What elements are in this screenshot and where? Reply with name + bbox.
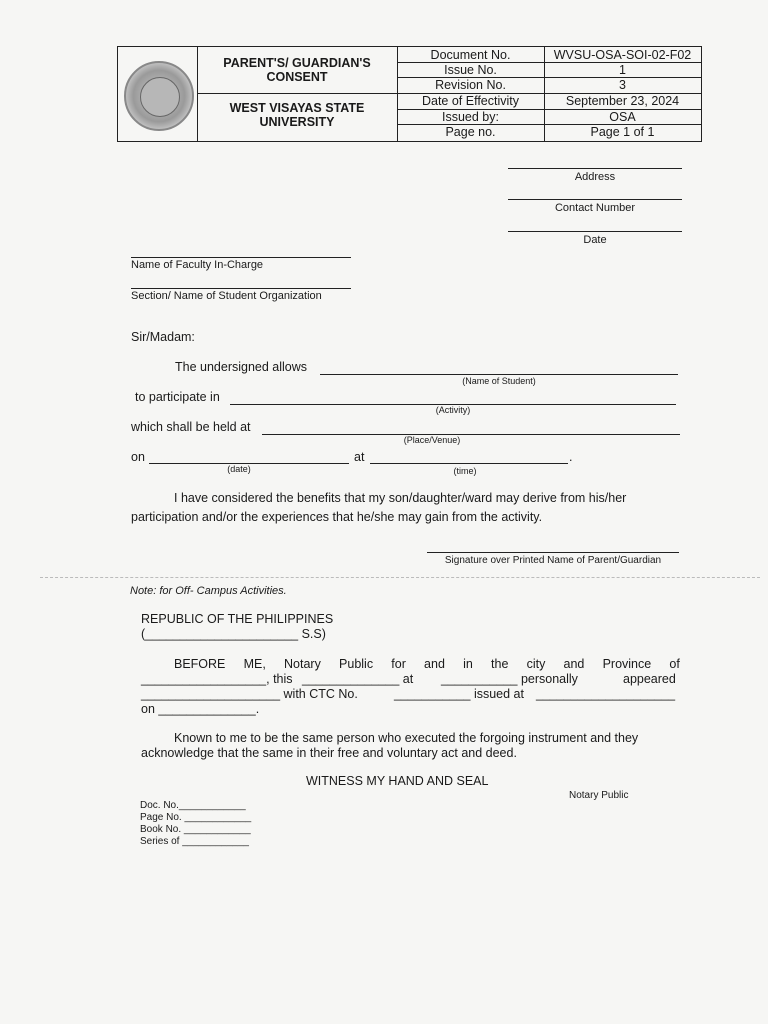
signature-line[interactable] xyxy=(427,552,679,553)
form-title: PARENT'S/ GUARDIAN'S CONSENT xyxy=(223,56,371,84)
notary-line2-c: ___________ personally xyxy=(441,672,578,686)
field-label: Date of Effectivity xyxy=(421,94,520,108)
field-label: Page no. xyxy=(445,125,496,139)
known-text-line1: Known to me to be the same person who executed the forgoing instrument and they xyxy=(174,731,639,745)
held-text: which shall be held at xyxy=(131,420,251,434)
consent-form-page: PARENT'S/ GUARDIAN'S CONSENT WEST VISAYAS STATE UNIVERSITY Document No. Issue No. Revision No. Date of Effectivity Issued by: Page no. WVSU-OSA-SOI-02-F02 1 3 September 23, 2024 OSA Page 1 of 1 Address Contact Number Date Name of Faculty In-Charge Section/ Name of Student Organization Sir/Madam: The undersigned allows (Name of Student) to participate in (Activity) which shall be held at (Place/Venue) on at . (date) (time) I have considered the benefits that my son/daughter/ward may derive from his/her participation and/or the experiences that he/she may gain from the activity. Signature over Printed Name of Parent/Guardian Note: for Off- Campus Activities. REPUBLIC OF THE PHILIPPINES (______________________ S.S) BEFORE ME, Notary Public for and in the city and Province of __________________, this ______________ at ___________ personally appeared ____________________ with CTC No. ___________ issued at ____________________ on ______________. Known to me to be the same person who executed the forgoing instrument and they acknowledge that the same in their free and voluntary act and deed. WITNESS MY HAND AND SEAL Notary Public Doc. No.____________ Page No. ____________ Book No. ____________ Series of ____________ xyxy=(0,0,768,1024)
contact-number-label: Contact Number xyxy=(554,202,636,214)
section-divider xyxy=(40,577,760,578)
activity-caption: (Activity) xyxy=(435,405,471,415)
notary-line2-a: __________________, this xyxy=(141,672,293,686)
at-text: at xyxy=(354,450,365,464)
event-time-line[interactable] xyxy=(370,463,568,464)
witness-heading: WITNESS MY HAND AND SEAL xyxy=(306,774,489,788)
off-campus-note: Note: for Off- Campus Activities. xyxy=(130,585,287,597)
benefits-text-line2: participation and/or the experiences that he/she may gain from the activity. xyxy=(131,510,543,524)
field-label: Document No. xyxy=(430,48,511,62)
participate-text: to participate in xyxy=(135,390,220,404)
field-label: Revision No. xyxy=(435,78,506,92)
salutation: Sir/Madam: xyxy=(131,330,195,344)
contact-number-line[interactable] xyxy=(508,199,682,200)
faculty-label: Name of Faculty In-Charge xyxy=(131,259,264,271)
series-of-field: Series of ____________ xyxy=(140,836,249,847)
faculty-line[interactable] xyxy=(131,257,351,258)
notary-public-label: Notary Public xyxy=(569,790,629,801)
ss-line: (______________________ S.S) xyxy=(141,627,326,641)
notary-line4: on ______________. xyxy=(141,702,260,716)
known-text-line2: acknowledge that the same in their free and voluntary act and deed. xyxy=(141,746,517,760)
university-seal-icon xyxy=(124,61,194,131)
section-label: Section/ Name of Student Organization xyxy=(131,290,322,302)
document-header-table xyxy=(117,46,702,142)
republic-heading: REPUBLIC OF THE PHILIPPINES xyxy=(141,612,334,626)
page-number: Page 1 of 1 xyxy=(590,125,655,139)
book-no-field: Book No. ____________ xyxy=(140,824,251,835)
time-caption: (time) xyxy=(453,466,477,476)
date-label: Date xyxy=(583,234,607,246)
student-caption: (Name of Student) xyxy=(462,376,536,386)
notary-line3-b: ___________ issued at xyxy=(394,687,524,701)
document-number: WVSU-OSA-SOI-02-F02 xyxy=(553,48,692,62)
allows-text: The undersigned allows xyxy=(175,360,308,374)
section-line[interactable] xyxy=(131,288,351,289)
signature-caption: Signature over Printed Name of Parent/Guardian xyxy=(444,555,662,566)
revision-number: 3 xyxy=(619,78,626,92)
address-line[interactable] xyxy=(508,168,682,169)
doc-no-field: Doc. No.____________ xyxy=(140,800,246,811)
benefits-text-line1: I have considered the benefits that my son/daughter/ward may derive from his/her xyxy=(174,491,627,505)
page-no-field: Page No. ____________ xyxy=(140,812,252,823)
before-me-line: BEFORE ME, Notary Public for and in the city and Province of xyxy=(174,657,680,671)
field-label: Issued by: xyxy=(442,110,499,124)
student-name-line[interactable] xyxy=(320,374,678,375)
address-label: Address xyxy=(574,171,616,183)
issue-number: 1 xyxy=(619,63,626,77)
notary-line3-c: ____________________ xyxy=(536,687,676,701)
place-caption: (Place/Venue) xyxy=(403,435,461,445)
notary-line2-d: appeared xyxy=(623,672,676,686)
effectivity-date: September 23, 2024 xyxy=(565,94,680,108)
date-caption: (date) xyxy=(227,464,251,474)
university-name: WEST VISAYAS STATE UNIVERSITY xyxy=(229,101,365,129)
date-line[interactable] xyxy=(508,231,682,232)
on-text: on xyxy=(131,450,145,464)
field-label: Issue No. xyxy=(444,63,497,77)
issued-by: OSA xyxy=(609,110,636,124)
notary-line2-b: ______________ at xyxy=(302,672,414,686)
notary-line3-a: ____________________ with CTC No. xyxy=(141,687,358,701)
